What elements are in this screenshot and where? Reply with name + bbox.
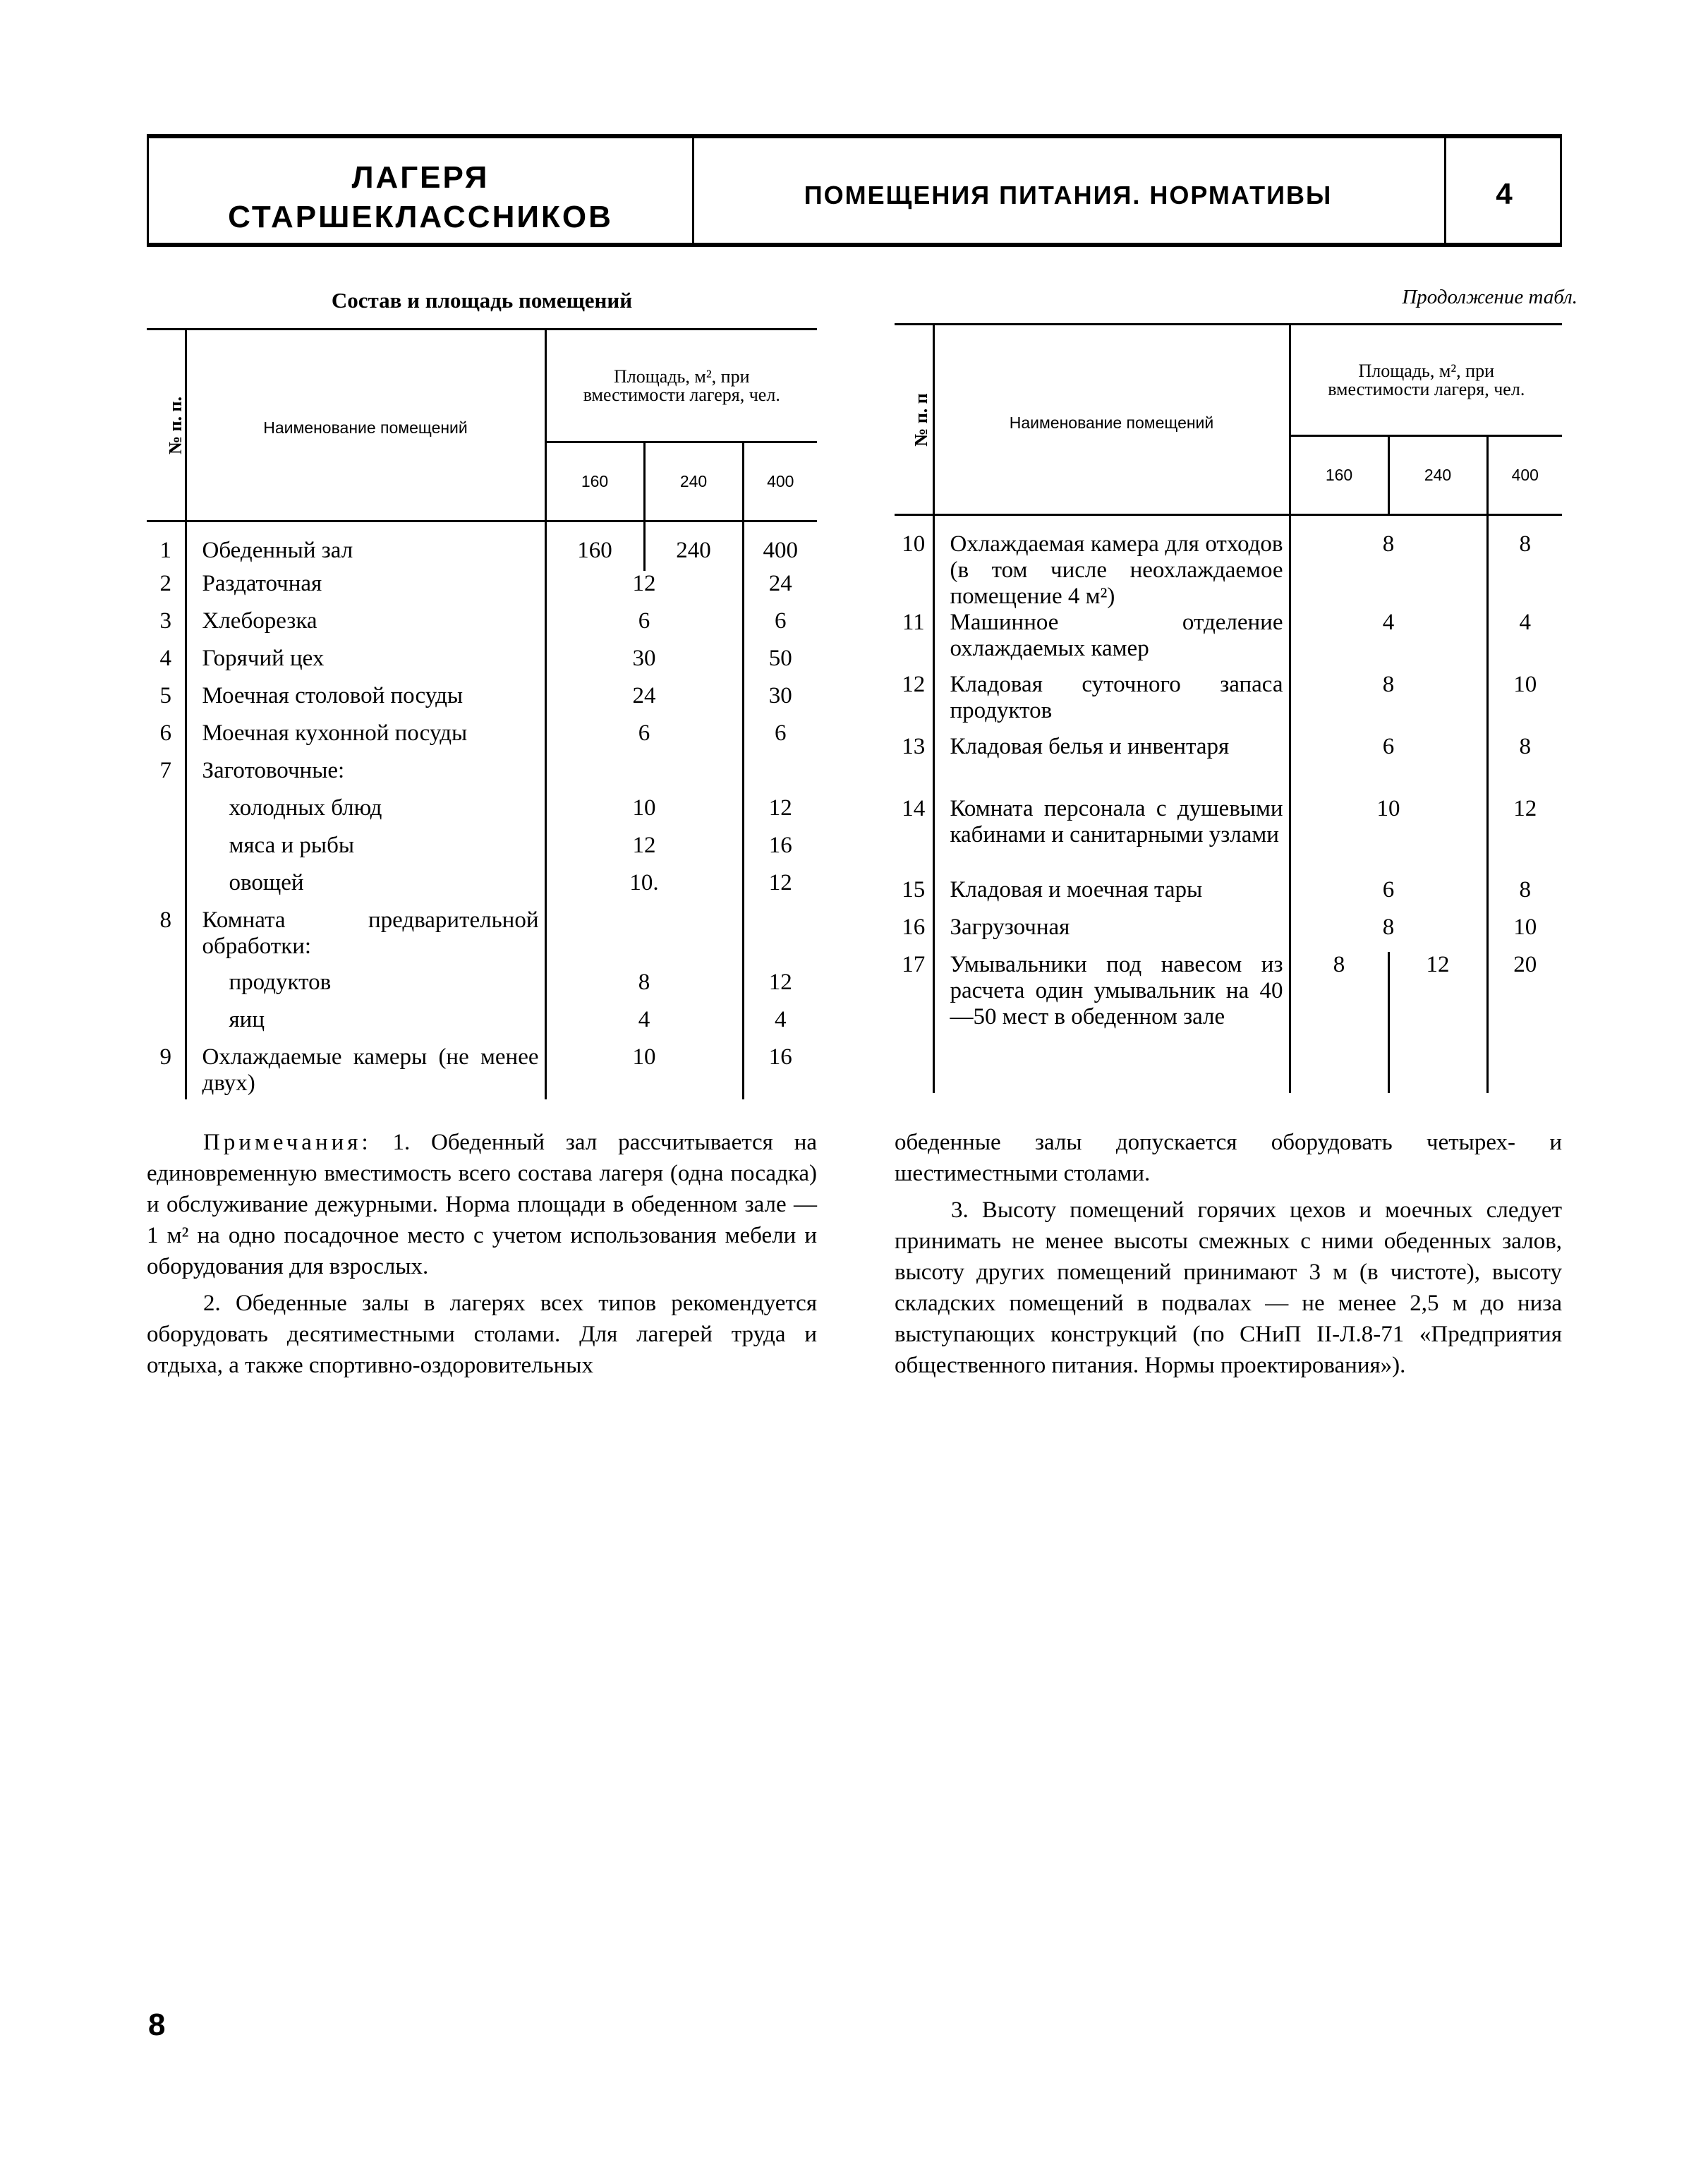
room-name: Моечная столовой посуды: [186, 683, 545, 720]
area-value-400: 6: [775, 608, 787, 634]
note-2-continued: обеденные залы допускается оборудовать четырех- и шестиместными столами.: [895, 1130, 1562, 1186]
row-number: 14: [895, 796, 933, 877]
room-name: Охлаждаемая камера для отходов (в том числе неохлаждаемое помещение 4 м²): [933, 515, 1290, 610]
column-header-name: Наименование помещений: [186, 330, 545, 521]
column-header-capacity: 240: [1388, 436, 1487, 515]
column-header-capacity: 400: [1511, 466, 1539, 484]
area-value-160-240: 6: [545, 608, 743, 646]
area-value-160-240: 10.: [545, 870, 743, 907]
note-2: 2. Обеденные залы в лагерях всех типов рекомендуется оборудовать десятиместными столами. Для лагерей труда и отдыха, а также спортивно-оздоровительных: [147, 1291, 817, 1378]
area-value-160-240: 10: [545, 1044, 743, 1099]
row-number: 3: [147, 608, 186, 646]
table-row: [147, 870, 817, 907]
area-value-400: [743, 758, 817, 795]
area-value-400: 4: [775, 1006, 787, 1032]
table-row: [147, 970, 817, 1007]
column-header-name: Наименование помещений: [933, 325, 1290, 515]
table-row: [895, 796, 1562, 877]
area-value-400: 10: [1513, 915, 1537, 940]
table-row: [147, 1007, 817, 1044]
column-header-capacity: 160: [1290, 436, 1388, 515]
row-number: 9: [147, 1044, 186, 1099]
row-number: 4: [147, 646, 186, 683]
room-name: Обеденный зал: [186, 521, 545, 571]
room-name: Умывальники под навесом из расчета один умывальник на 40—50 мест в обеденном зале: [933, 952, 1290, 1093]
room-name: яиц: [186, 1007, 545, 1044]
area-value-400: 16: [768, 832, 792, 858]
table-caption: Состав и площадь помещений: [331, 288, 633, 313]
table-row: [147, 521, 817, 571]
notes-right: [895, 1127, 1562, 1381]
row-number: 12: [895, 672, 933, 734]
room-name: Комната персонала с душевыми кабинами и санитарными узлами: [933, 796, 1290, 877]
table-row: [895, 915, 1562, 952]
area-value-160-240: 4: [545, 1007, 743, 1044]
room-name: Заготовочные:: [186, 758, 545, 795]
row-number: [147, 833, 186, 870]
notes-left: [147, 1127, 817, 1381]
room-name: Охлаждаемые камеры (не менее двух): [186, 1044, 545, 1099]
area-value-400: 12: [1513, 796, 1537, 821]
table-row: [895, 952, 1562, 1093]
area-value-160-240: 6: [1290, 734, 1487, 796]
row-number: [147, 870, 186, 907]
table-row: [895, 734, 1562, 796]
row-number: 7: [147, 758, 186, 795]
note-3: 3. Высоту помещений горячих цехов и моечных следует принимать не менее высоты смежных с ними обеденных залов, высоту других помещений принимают 3 м (в чистоте), высоту складских помещений в подвалах — не менее 2,5 м до низа выступающих конструкций (по СНиП II-Л.8-71 «Предприятия общественного питания. Нормы проектирования»).: [895, 1197, 1562, 1378]
room-name: Раздаточная: [186, 571, 545, 608]
area-value-400: 8: [1519, 734, 1532, 759]
area-value-400: 8: [1519, 531, 1532, 557]
room-name: Кладовая суточного запаса продуктов: [933, 672, 1290, 734]
area-value-400: 16: [768, 1044, 792, 1070]
row-number: 1: [147, 521, 186, 571]
room-name: Комната предварительной обработки:: [186, 907, 545, 970]
area-value-400: 12: [768, 795, 792, 821]
area-value-400: 30: [768, 682, 792, 708]
row-number: 17: [895, 952, 933, 1093]
table-row: [895, 672, 1562, 734]
area-value-160-240: [545, 907, 743, 970]
area-value-240: 240: [644, 521, 743, 571]
row-number: 5: [147, 683, 186, 720]
area-value-160-240: 4: [1290, 610, 1487, 672]
area-value-400: 12: [768, 969, 792, 995]
room-name: овощей: [186, 870, 545, 907]
row-number: 6: [147, 720, 186, 758]
page-header: [147, 134, 1562, 247]
room-name: продуктов: [186, 970, 545, 1007]
rooms-table-right: [895, 323, 1562, 1093]
area-value-160-240: 8: [1290, 915, 1487, 952]
notes-label: Примечания:: [203, 1130, 372, 1155]
row-number: [147, 795, 186, 833]
area-value-160: 160: [545, 521, 644, 571]
table-continuation-caption: Продолжение табл.: [1402, 286, 1577, 308]
column-header-area: Площадь, м², при вместимости лагеря, чел.: [1328, 360, 1525, 399]
area-value-160: 8: [1290, 952, 1388, 1093]
column-header-number: № п. п: [895, 325, 933, 515]
table-row: [147, 683, 817, 720]
header-sheet-number: 4: [1496, 177, 1513, 210]
table-row: [895, 877, 1562, 915]
row-number: 16: [895, 915, 933, 952]
area-value-160-240: [545, 758, 743, 795]
table-row: [147, 833, 817, 870]
area-value-160-240: 8: [1290, 672, 1487, 734]
area-value-160-240: 10: [1290, 796, 1487, 877]
note-1: Примечания: 1. Обеденный зал рассчитывается на единовременную вместимость всего состава лагеря (одна посадка) и обслуживание дежурными. Норма площади в обеденном зале — 1 м² на одно посадочное место с учетом использования мебели и оборудования для взрослых.: [147, 1130, 817, 1279]
table-row: [895, 610, 1562, 672]
page-number: 8: [148, 2008, 166, 2042]
column-header-capacity: 400: [767, 472, 794, 490]
area-value-400: 12: [768, 869, 792, 895]
rooms-table-left: [147, 328, 817, 1099]
area-value-400: 8: [1519, 877, 1532, 903]
row-number: 8: [147, 907, 186, 970]
table-row: [147, 571, 817, 608]
row-number: 13: [895, 734, 933, 796]
area-value-400: 6: [775, 720, 787, 746]
column-header-area: Площадь, м², при вместимости лагеря, чел.: [583, 366, 780, 405]
column-header-number: № п. п.: [147, 330, 186, 521]
area-value-400: 50: [768, 645, 792, 671]
room-name: Загрузочная: [933, 915, 1290, 952]
area-value-160-240: 12: [545, 571, 743, 608]
row-number: [147, 1007, 186, 1044]
row-number: 15: [895, 877, 933, 915]
area-value-400: 24: [768, 570, 792, 596]
table-row: [147, 1044, 817, 1099]
area-value-400: 4: [1519, 610, 1532, 635]
table-row: [895, 515, 1562, 610]
table-row: [147, 907, 817, 970]
table-row: [147, 720, 817, 758]
room-name: Горячий цех: [186, 646, 545, 683]
area-value-240: 12: [1388, 952, 1487, 1093]
row-number: 10: [895, 515, 933, 610]
table-row: [147, 795, 817, 833]
area-value-160-240: 30: [545, 646, 743, 683]
row-number: 11: [895, 610, 933, 672]
header-section-title: ЛАГЕРЯ СТАРШЕКЛАССНИКОВ: [228, 160, 613, 234]
area-value-160-240: 8: [545, 970, 743, 1007]
room-name: Моечная кухонной посуды: [186, 720, 545, 758]
table-row: [147, 646, 817, 683]
header-topic: ПОМЕЩЕНИЯ ПИТАНИЯ. НОРМАТИВЫ: [804, 181, 1333, 210]
area-value-160-240: 10: [545, 795, 743, 833]
area-value-160-240: 12: [545, 833, 743, 870]
room-name: холодных блюд: [186, 795, 545, 833]
area-value-160-240: 6: [1290, 877, 1487, 915]
column-header-capacity: 160: [545, 442, 644, 521]
area-value-160-240: 24: [545, 683, 743, 720]
area-value-160-240: 6: [545, 720, 743, 758]
room-name: Машинное отделение охлаждаемых камер: [933, 610, 1290, 672]
table-row: [147, 758, 817, 795]
room-name: Кладовая и моечная тары: [933, 877, 1290, 915]
area-value-400: [743, 907, 817, 970]
room-name: мяса и рыбы: [186, 833, 545, 870]
room-name: Кладовая белья и инвентаря: [933, 734, 1290, 796]
column-header-capacity: 240: [644, 442, 743, 521]
area-value-400: 10: [1513, 672, 1537, 697]
area-value-160-240: 8: [1290, 515, 1487, 610]
area-value-400: 400: [763, 538, 798, 563]
table-row: [147, 608, 817, 646]
row-number: 2: [147, 571, 186, 608]
area-value-400: 20: [1513, 952, 1537, 977]
room-name: Хлеборезка: [186, 608, 545, 646]
row-number: [147, 970, 186, 1007]
